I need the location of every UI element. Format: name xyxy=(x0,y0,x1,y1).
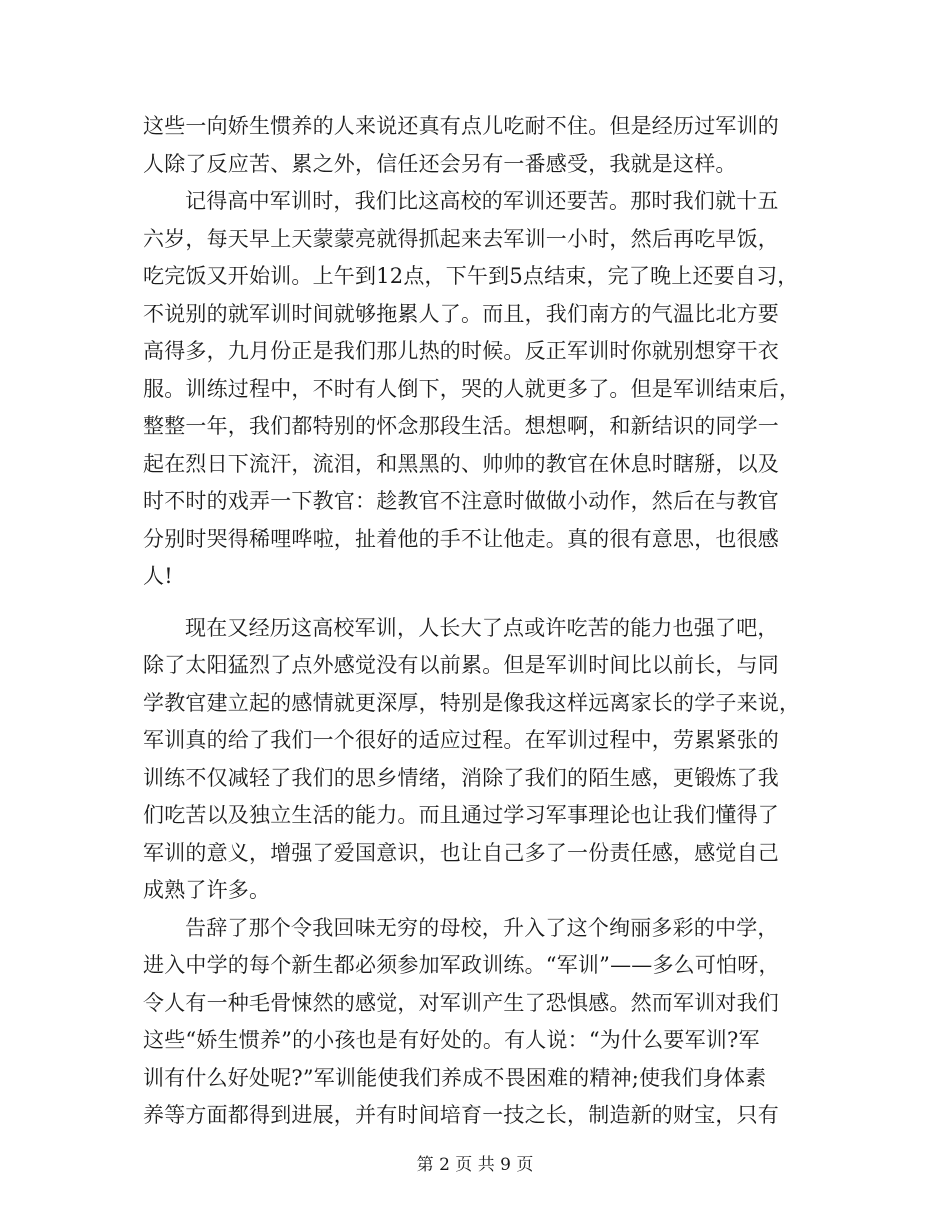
text-line: 吃完饭又开始训。上午到12点，下午到5点结束，完了晚上还要自习， xyxy=(143,264,799,288)
text-line: 这些“娇生惯养”的小孩也是有好处的。有人说：“为什么要军训?军 xyxy=(143,1028,760,1052)
text-line: 成熟了许多。 xyxy=(143,878,271,902)
text-line: 服。训练过程中，不时有人倒下，哭的人就更多了。但是军训结束后， xyxy=(143,376,801,401)
text-line: 军训真的给了我们一个很好的适应过程。在军训过程中，劳累紧张的 xyxy=(143,728,779,752)
text-line: 人除了反应苦、累之外，信任还会另有一番感受，我就是这样。 xyxy=(143,151,737,176)
paragraph-gap xyxy=(143,596,813,610)
text-line: 这些一向娇生惯养的人来说还真有点儿吃耐不住。但是经历过军训的 xyxy=(143,114,779,138)
text-line: 训有什么好处呢?”军训能使我们养成不畏困难的精神;使我们身体素 xyxy=(143,1065,767,1090)
text-line: 整整一年，我们都特别的怀念那段生活。想想啊，和新结识的同学一 xyxy=(143,414,779,438)
paragraph-first-line: 现在又经历这高校军训，人长大了点或许吃苦的能力也强了吧， xyxy=(185,615,779,640)
text-line: 军训的意义，增强了爱国意识，也让自己多了一份责任感，感觉自己 xyxy=(143,840,779,865)
text-line: 令人有一种毛骨悚然的感觉，对军训产生了恐惧感。然而军训对我们 xyxy=(143,990,779,1015)
text-line: 学教官建立起的感情就更深厚，特别是像我这样远离家长的学子来说， xyxy=(143,690,801,715)
text-line: 时不时的戏弄一下教官：趁教官不注意时做做小动作，然后在与教官 xyxy=(143,489,779,513)
body-text xyxy=(143,108,813,1135)
text-line: 除了太阳猛烈了点外感觉没有以前累。但是军训时间比以前长，与同 xyxy=(143,653,779,677)
text-line: 进入中学的每个新生都必须参加军政训练。“军训”——多么可怕呀， xyxy=(143,953,780,977)
paragraph-first-line: 告辞了那个令我回味无穷的母校，升入了这个绚丽多彩的中学， xyxy=(185,915,779,940)
text-line: 六岁，每天早上天蒙蒙亮就得抓起来去军训一小时，然后再吃早饭， xyxy=(143,226,779,251)
text-line: 起在烈日下流汗，流泪，和黑黑的、帅帅的教官在休息时瞎掰，以及 xyxy=(143,451,779,476)
text-line: 人! xyxy=(143,564,173,588)
text-line: 训练不仅减轻了我们的思乡情绪，消除了我们的陌生感，更锻炼了我 xyxy=(143,765,779,790)
text-line: 们吃苦以及独立生活的能力。而且通过学习军事理论也让我们懂得了 xyxy=(143,803,779,827)
paragraph-first-line: 记得高中军训时，我们比这高校的军训还要苦。那时我们就十五 xyxy=(185,189,779,213)
text-line: 高得多，九月份正是我们那儿热的时候。反正军训时你就别想穿干衣 xyxy=(143,339,779,363)
text-line: 不说别的就军训时间就够拖累人了。而且，我们南方的气温比北方要 xyxy=(143,301,779,326)
text-line: 养等方面都得到进展，并有时间培育一技之长，制造新的财宝，只有 xyxy=(143,1103,779,1127)
page-number-footer: 第 2 页 共 9 页 xyxy=(416,1155,534,1175)
text-line: 分别时哭得稀哩哗啦，扯着他的手不让他走。真的很有意思，也很感 xyxy=(143,526,779,551)
